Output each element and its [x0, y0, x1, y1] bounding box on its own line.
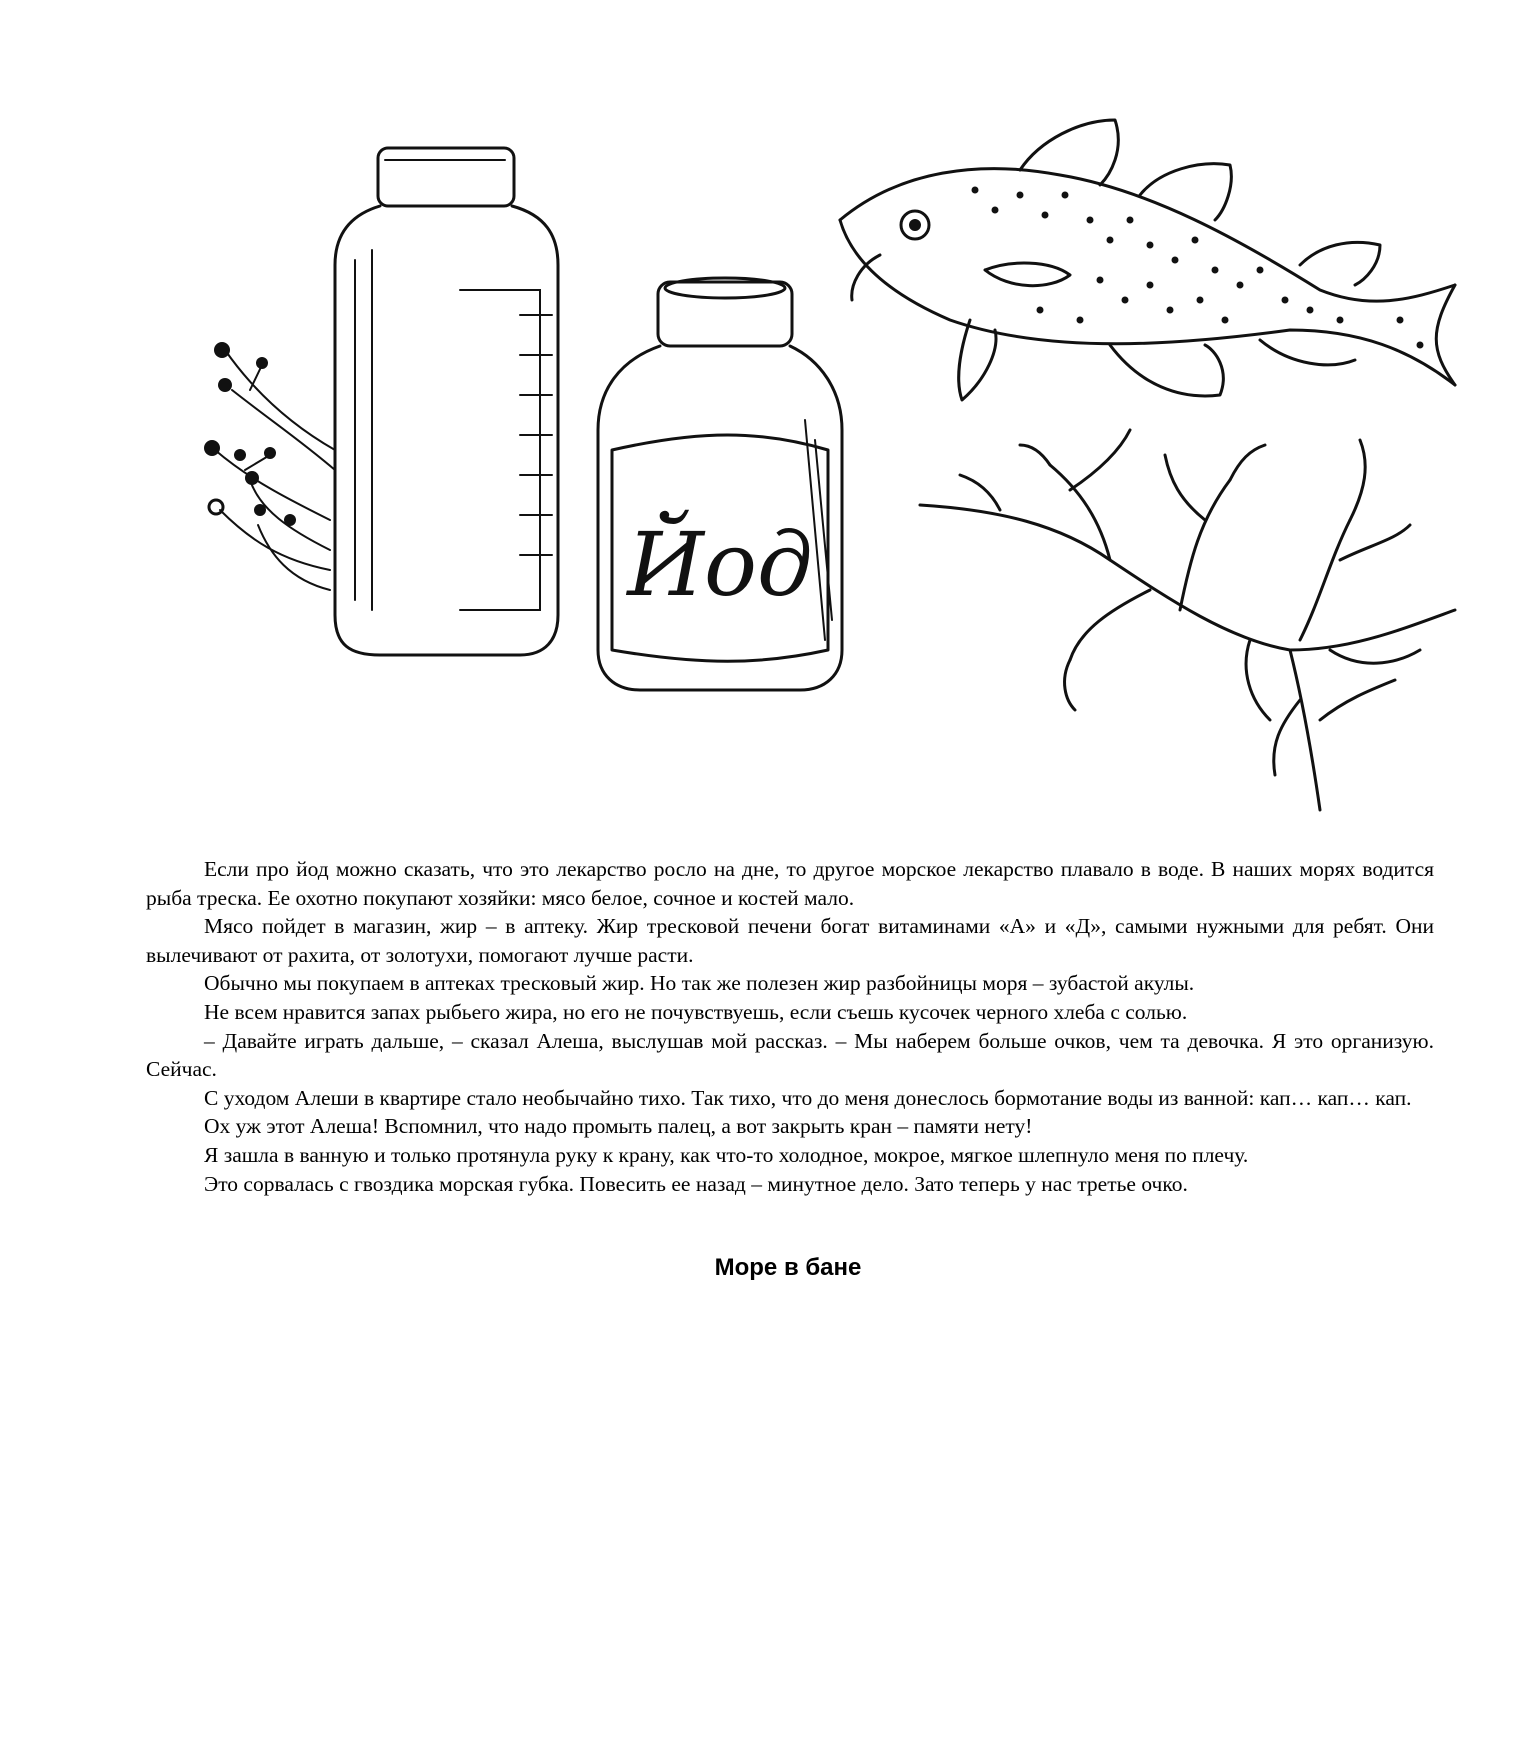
paragraph: – Давайте играть дальше, – сказал Алеша, выслушав мой рассказ. – Мы наберем больше очков, чем та девочка. Я это организую. Сейчас.: [146, 1028, 1434, 1082]
paragraph: Мясо пойдет в магазин, жир – в аптеку. Жир тресковой печени богат витаминами «А» и «Д», самыми нужными для ребят. Они вылечивают от рахита, от золотухи, помогают лучше расти.: [146, 914, 1434, 967]
seaweed-icon: [920, 430, 1455, 810]
paragraph: Не всем нравится запах рыбьего жира, но его не почувствуешь, если съешь кусочек черного хлеба с солью.: [204, 999, 1188, 1024]
twig-icon: [204, 342, 335, 590]
body-text: [146, 855, 1434, 1198]
paragraph: Если про йод можно сказать, что это лекарство росло на дне, то другое морское лекарство плавало в воде. В наших морях водится рыба треска. Ее охотно покупают хозяйки: мясо белое, сочное и костей мало.: [146, 857, 1434, 910]
bottle-icon: [335, 148, 558, 655]
cod-fish-icon: [840, 120, 1455, 400]
paragraph: Я зашла в ванную и только протянула руку к крану, как что-то холодное, мокрое, мягкое шлепнуло меня по плечу.: [204, 1142, 1249, 1167]
iodine-jar-icon: [598, 278, 842, 690]
paragraph: С уходом Алеши в квартире стало необычайно тихо. Так тихо, что до меня донеслось бормотание воды из ванной: кап… кап… кап.: [204, 1085, 1412, 1110]
jar-label: Йод: [627, 513, 813, 616]
paragraph: Это сорвалась с гвоздика морская губка. Повесить ее назад – минутное дело. Зато теперь у нас третье очко.: [204, 1171, 1188, 1196]
illustration: [0, 0, 1536, 840]
paragraph: Обычно мы покупаем в аптеках тресковый жир. Но так же полезен жир разбойницы моря – зубастой акулы.: [204, 971, 1195, 996]
paragraph: Ох уж этот Алеша! Вспомнил, что надо промыть палец, а вот закрыть кран – памяти нету!: [204, 1114, 1033, 1139]
section-heading: Море в бане: [714, 1254, 862, 1281]
